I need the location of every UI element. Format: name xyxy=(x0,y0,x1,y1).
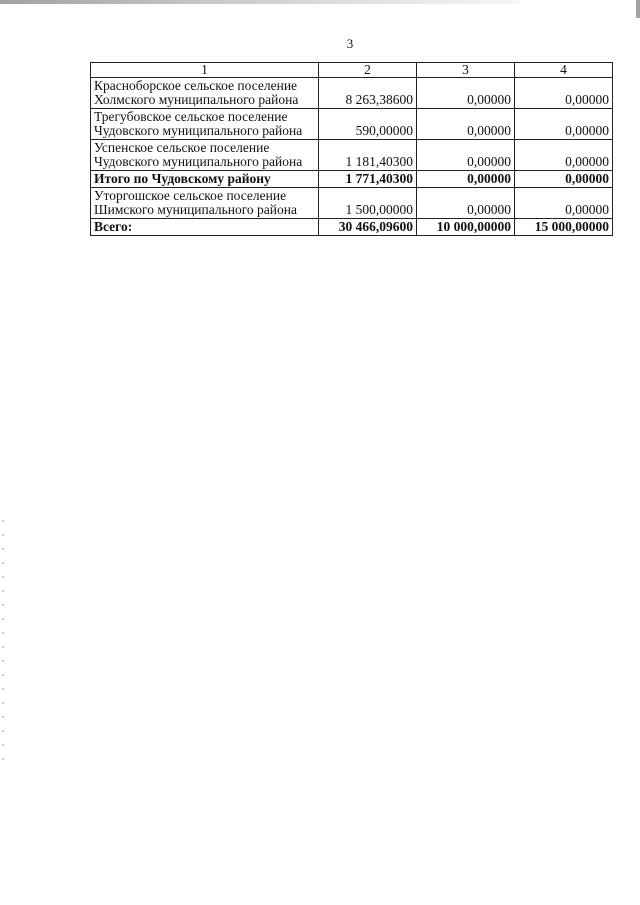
table-row-utorgoshskoe xyxy=(91,188,613,219)
amount-col2: 8 263,38600 xyxy=(319,78,417,109)
subtotal-label: Итого по Чудовскому району xyxy=(91,171,319,188)
subtotal-col3: 0,00000 xyxy=(417,171,515,188)
grand-total-col4: 15 000,00000 xyxy=(515,219,613,236)
grand-total-col2: 30 466,09600 xyxy=(319,219,417,236)
scan-edge-right xyxy=(636,0,640,18)
amount-col2: 1 500,00000 xyxy=(319,188,417,219)
settlement-name: Трегубовское сельское поселение Чудовского муниципального района xyxy=(91,109,319,140)
column-header-1: 1 xyxy=(91,63,319,78)
amount-col3: 0,00000 xyxy=(417,78,515,109)
amount-col4: 0,00000 xyxy=(515,78,613,109)
settlement-name: Успенское сельское поселение Чудовского муниципального района xyxy=(91,140,319,171)
table-row-grand-total xyxy=(91,219,613,236)
settlement-name: Уторгошское сельское поселение Шимского муниципального района xyxy=(91,188,319,219)
settlement-name: Красноборское сельское поселение Холмского муниципального района xyxy=(91,78,319,109)
table-row-uspenskoe xyxy=(91,140,613,171)
column-header-2: 2 xyxy=(319,63,417,78)
grand-total-label: Всего: xyxy=(91,219,319,236)
subtotal-col4: 0,00000 xyxy=(515,171,613,188)
amount-col2: 1 181,40300 xyxy=(319,140,417,171)
amount-col3: 0,00000 xyxy=(417,140,515,171)
column-header-3: 3 xyxy=(417,63,515,78)
column-header-4: 4 xyxy=(515,63,613,78)
amount-col2: 590,00000 xyxy=(319,109,417,140)
amount-col4: 0,00000 xyxy=(515,188,613,219)
header-row xyxy=(91,63,613,78)
subtotal-col2: 1 771,40300 xyxy=(319,171,417,188)
scan-edge-top xyxy=(0,0,520,4)
table-row-subtotal-chudovo xyxy=(91,171,613,188)
grand-total-col3: 10 000,00000 xyxy=(417,219,515,236)
amount-col4: 0,00000 xyxy=(515,109,613,140)
amount-col4: 0,00000 xyxy=(515,140,613,171)
table-row-tregubovskoe xyxy=(91,109,613,140)
amount-col3: 0,00000 xyxy=(417,109,515,140)
page-number: 3 xyxy=(346,36,354,51)
funding-table xyxy=(90,62,613,236)
table-row-krasnoborskoe xyxy=(91,78,613,109)
amount-col3: 0,00000 xyxy=(417,188,515,219)
scan-edge-left xyxy=(2,520,4,760)
